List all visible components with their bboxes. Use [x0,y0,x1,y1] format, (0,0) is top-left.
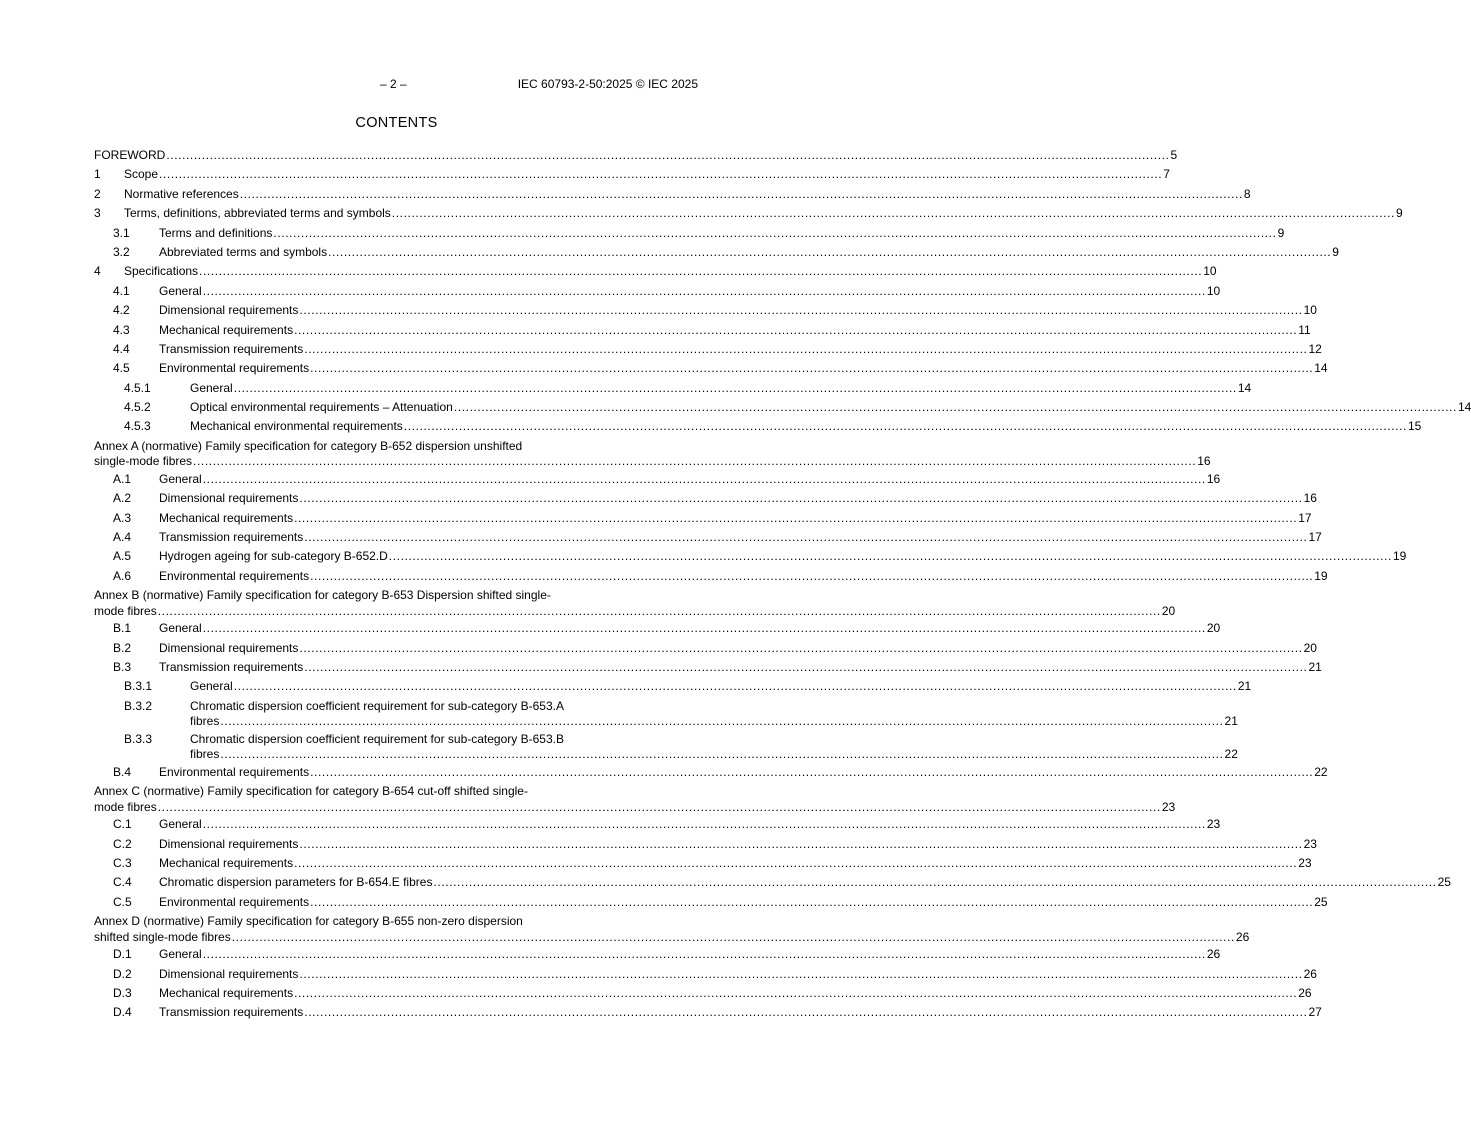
toc-entry-page: 21 [1308,659,1322,674]
toc-entry-page: 9 [1332,244,1339,259]
toc-leader [310,763,1313,782]
toc-entry-label: General [159,471,202,486]
toc-entry-label: Environmental requirements [159,361,310,376]
toc-entry-label: General [190,380,233,395]
toc-entry-page: 23 [1303,836,1317,851]
toc-entry-number: B.3.1 [124,679,153,694]
toc-leader [193,454,1196,470]
toc-leader [299,965,1302,984]
toc-entry-number: A.6 [113,568,132,583]
toc-entry-page: 19 [1392,549,1407,564]
toc-entry-line [94,698,1238,730]
page-number: – 2 – [380,77,407,91]
toc-entry-page: 14 [1458,400,1471,415]
toc-entry-number: C.5 [113,894,132,909]
toc-leader [234,379,1237,398]
toc-entry-label: Dimensional requirements [159,491,299,506]
toc-leader [294,854,1297,873]
toc-entry-label: Mechanical requirements [159,322,294,337]
toc-entry-number: B.3.3 [124,731,153,746]
toc-entry-number: 4.4 [113,341,130,356]
toc-entry-number: B.3 [113,659,132,674]
toc-entry-label-cont: mode fibres [94,603,157,618]
toc-entry[interactable] [94,379,1252,398]
toc-leader [299,835,1302,854]
toc-entry-page: 27 [1308,1005,1322,1020]
toc-entry-page: 14 [1237,380,1252,395]
toc-entry-number: 4.1 [113,283,130,298]
toc-leader [310,567,1313,586]
toc-entry-number: D.2 [113,966,132,981]
toc-leader [328,243,1331,262]
toc-entry-number: B.3.2 [124,698,153,713]
toc-entry-label-cont: shifted single-mode fibres [94,929,231,944]
toc-entry-page: 17 [1308,530,1322,545]
toc-entry-label: Optical environmental requirements – Attenuation [190,400,453,415]
toc-entry[interactable] [94,528,1322,547]
toc-entry-page: 10 [1203,264,1217,279]
toc-entry[interactable] [94,301,1317,320]
toc-entry-page: 19 [1314,568,1328,583]
toc-leader [392,204,1395,223]
toc-entry-page: 20 [1303,640,1317,655]
toc-entry-number: 4 [94,264,101,279]
toc-leader [310,893,1313,912]
toc-leader [404,417,1407,436]
toc-entry-label: Abbreviated terms and symbols [159,244,328,259]
toc-entry-label-cont: single-mode fibres [94,454,193,469]
toc-entry-label: Chromatic dispersion coefficient requirement for sub-category B-653.B [190,731,564,746]
toc-entry-label: Environmental requirements [159,764,310,779]
toc-entry[interactable] [94,854,1312,873]
toc-entry-number: A.1 [113,471,132,486]
toc-entry-label-cont: mode fibres [94,799,157,814]
toc-entry-number: A.5 [113,549,132,564]
toc-entry[interactable] [94,243,1339,262]
toc-leader [203,619,1206,638]
toc-entry[interactable] [94,262,1217,281]
toc-leader [158,800,1161,816]
toc-entry[interactable] [94,698,1238,730]
toc-entry-label: Annex A (normative) Family specification for category B-652 dispersion unshifted [94,438,523,453]
toc-entry-number: 3.1 [113,225,130,240]
toc-leader [304,1003,1307,1022]
toc-leader [159,165,1162,184]
toc-entry-page: 23 [1206,817,1221,832]
toc-entry-page: 14 [1314,361,1328,376]
toc-entry-page: 10 [1206,283,1221,298]
toc-entry[interactable] [94,965,1317,984]
toc-entry-page: 10 [1303,303,1317,318]
toc-leader [240,185,1243,204]
toc-leader [203,815,1206,834]
toc-entry-number: B.4 [113,764,132,779]
toc-entry-line [190,747,1238,763]
toc-entry-label: Annex C (normative) Family specification for category B-654 cut-off shifted single- [94,784,528,799]
toc-leader [203,470,1206,489]
toc-entry-number: 3 [94,206,101,221]
toc-leader [304,658,1307,677]
toc-entry-line [94,731,1238,763]
toc-entry-label: Terms and definitions [159,225,273,240]
toc-leader [234,677,1237,696]
toc-leader [273,224,1276,243]
toc-entry-number: D.3 [113,985,132,1000]
toc-entry[interactable] [94,547,1407,566]
toc-entry[interactable] [94,224,1285,243]
toc-entry-page: 22 [1224,747,1238,762]
toc-entry-label: Dimensional requirements [159,640,299,655]
toc-entry-number: 4.5.2 [124,400,151,415]
toc-entry-label: Scope [124,167,159,182]
toc-entry-label: General [159,817,202,832]
toc-entry-label-cont: fibres [190,714,220,729]
toc-entry-label: Chromatic dispersion parameters for B-654.E fibres [159,875,433,890]
toc-entry[interactable] [94,658,1322,677]
toc-entry-label: Hydrogen ageing for sub-category B-652.D [159,549,388,564]
toc-entry-label: Transmission requirements [159,341,304,356]
toc-entry-label: Environmental requirements [159,894,310,909]
toc-entry-page: 16 [1206,471,1221,486]
toc-entry-page: 25 [1314,894,1328,909]
toc-entry-label: General [190,679,233,694]
toc-entry-label: Transmission requirements [159,530,304,545]
toc-entry-number: A.2 [113,491,132,506]
toc-entry-label: General [159,283,202,298]
toc-leader [389,547,1392,566]
toc-entry-line [94,454,1211,470]
toc-entry[interactable] [94,359,1328,378]
contents-title: CONTENTS [355,115,438,131]
toc-entry-page: 8 [1243,186,1251,201]
toc-entry-label: Specifications [124,264,199,279]
toc-entry-line [190,714,1238,730]
toc-entry-page: 26 [1235,929,1250,944]
toc-entry-page: 12 [1308,341,1322,356]
toc-entry-number: C.1 [113,817,132,832]
toc-leader [294,984,1297,1003]
toc-entry-page: 23 [1161,799,1176,814]
toc-entry-page: 9 [1277,225,1285,240]
toc-entry-annex[interactable] [94,784,1176,815]
toc-entry-page: 16 [1303,491,1317,506]
toc-entry-label: Dimensional requirements [159,966,299,981]
toc-entry-label: Annex B (normative) Family specification for category B-653 Dispersion shifted single- [94,588,551,603]
toc-entry[interactable] [94,567,1328,586]
toc-entry-page: 15 [1407,419,1422,434]
toc-entry-number: D.1 [113,947,132,962]
toc-entry-page: 5 [1170,148,1178,162]
toc-entry-number: A.3 [113,510,132,525]
toc-entry-label: Mechanical requirements [159,985,294,1000]
toc-entry-number: 4.2 [113,303,130,318]
toc-entry[interactable] [94,146,1178,165]
toc-entry[interactable] [94,677,1252,696]
toc-entry-page: 26 [1206,947,1221,962]
toc-leader [203,945,1206,964]
toc-entry[interactable] [94,470,1221,489]
toc-entry[interactable] [94,873,1451,892]
toc-entry-number: 1 [94,167,101,182]
toc-entry-number: 4.5.1 [124,380,151,395]
toc-entry-text [190,699,1238,730]
toc-entry[interactable] [94,893,1328,912]
toc-entry-label: Dimensional requirements [159,303,299,318]
toc-entry-text [190,732,1238,763]
toc-entry-label: General [159,947,202,962]
toc-entry[interactable] [94,340,1322,359]
toc-entry-number: B.1 [113,621,132,636]
toc-leader [433,873,1436,892]
toc-leader [199,262,1202,281]
toc-entry[interactable] [94,165,1170,184]
toc-entry-page: 20 [1161,603,1176,618]
toc-leader [299,301,1302,320]
toc-leader [299,489,1302,508]
toc-entry-line [94,799,1176,816]
toc-entry-page: 26 [1298,985,1312,1000]
toc-entry-number: C.3 [113,855,132,870]
toc-entry[interactable] [94,763,1328,782]
toc-entry-number: 2 [94,186,101,201]
toc-entry-number: A.4 [113,530,132,545]
toc-entry-page: 7 [1163,167,1170,182]
toc-entry-page: 17 [1298,510,1312,525]
toc-leader [203,282,1206,301]
toc-entry-label: FOREWORD [94,148,166,162]
toc-entry-page: 23 [1298,855,1312,870]
toc-entry-label: Transmission requirements [159,659,304,674]
toc-entry-label: Mechanical requirements [159,855,294,870]
toc-entry[interactable] [94,204,1403,223]
toc-entry-line [94,929,1250,946]
standard-designation: IEC 60793-2-50:2025 © IEC 2025 [517,77,698,91]
toc-entry-page: 21 [1224,714,1238,729]
toc-entry-label: Transmission requirements [159,1005,304,1020]
toc-entry-label: Chromatic dispersion coefficient requirement for sub-category B-653.A [190,698,564,713]
toc-entry-page: 22 [1314,764,1328,779]
toc-leader [158,604,1161,620]
toc-entry-label: Normative references [124,186,239,201]
toc-entry-number: D.4 [113,1005,132,1020]
toc-entry-annex[interactable] [94,588,1176,619]
toc-entry-page: 16 [1197,454,1211,469]
toc-entry[interactable] [94,619,1221,638]
toc-entry-page: 21 [1237,679,1252,694]
toc-entry-label: Mechanical environmental requirements [190,419,403,434]
toc-entry-label: General [159,621,202,636]
toc-entry-page: 11 [1298,322,1311,337]
toc-leader [454,398,1457,417]
toc-entry-label-cont: fibres [190,747,220,762]
toc-entry[interactable] [94,731,1238,763]
toc-entry-number: C.4 [113,875,132,890]
toc-entry-label: Terms, definitions, abbreviated terms and symbols [124,206,391,221]
toc-leader [310,359,1313,378]
toc-entry-line [94,603,1176,620]
toc-entry[interactable] [94,282,1221,301]
toc-entry-page: 20 [1206,621,1221,636]
toc-leader [294,321,1297,340]
toc-entry[interactable] [94,639,1317,658]
toc-entry-page: 25 [1437,875,1451,890]
toc-entry[interactable] [94,984,1312,1003]
toc-entry-number: 3.2 [113,244,130,259]
toc-entry-label: Annex D (normative) Family specification for category B-655 non-zero dispersion [94,914,523,929]
toc-entry[interactable] [94,945,1221,964]
toc-entry[interactable] [94,815,1221,834]
toc-entry-annex[interactable] [94,914,1250,945]
toc-entry-number: 4.5.3 [124,419,151,434]
toc-entry-label: Dimensional requirements [159,836,299,851]
toc-leader [299,639,1302,658]
toc-entry[interactable] [94,417,1422,436]
toc-leader [304,528,1307,547]
toc-entry[interactable] [94,835,1317,854]
toc-entry-number: C.2 [113,836,132,851]
toc-leader [220,714,1223,730]
toc-entry[interactable] [94,489,1317,508]
toc-leader [220,747,1223,763]
toc-entry[interactable] [94,509,1312,528]
toc-leader [232,930,1235,946]
toc-leader [304,340,1307,359]
toc-entry-number: 4.5 [113,361,130,376]
toc-entry[interactable] [94,321,1311,340]
table-of-contents [94,146,1471,1023]
toc-leader [294,509,1297,528]
toc-entry-label: Mechanical requirements [159,510,294,525]
toc-leader [166,146,1169,165]
toc-entry[interactable] [94,1003,1322,1022]
toc-entry[interactable] [94,398,1471,417]
toc-entry-page: 26 [1303,966,1317,981]
toc-entry-number: 4.3 [113,322,130,337]
toc-entry-page: 9 [1395,206,1403,221]
page-header [0,77,793,93]
toc-entry[interactable] [94,185,1251,204]
toc-entry-label: Environmental requirements [159,568,310,583]
toc-entry-annex[interactable] [94,438,1211,470]
toc-entry-number: B.2 [113,640,132,655]
